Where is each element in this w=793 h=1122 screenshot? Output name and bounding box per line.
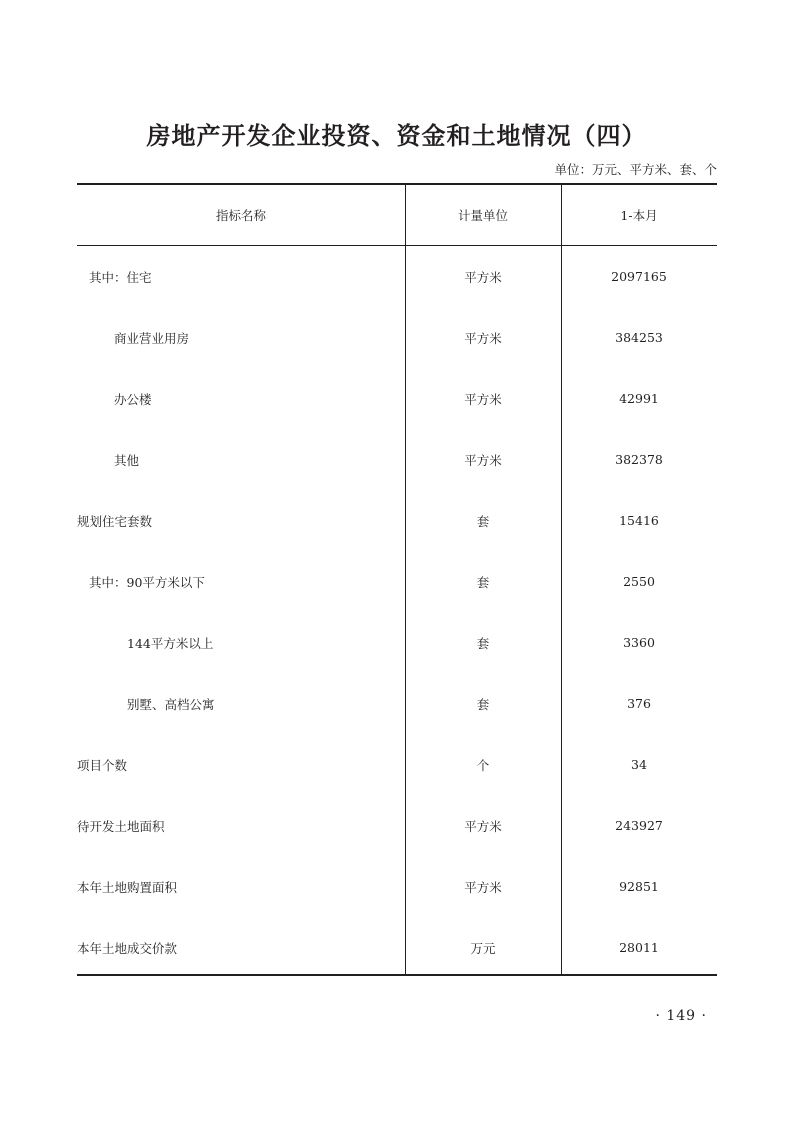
- row-value: 376: [627, 696, 651, 711]
- row-indicator-name: 本年土地成交价款: [77, 940, 178, 956]
- row-indicator-name: 规划住宅套数: [77, 513, 153, 529]
- unit-note: 单位：万元、平方米、套、个: [554, 162, 717, 177]
- row-value: 384253: [615, 330, 663, 345]
- row-unit: 平方米: [464, 818, 502, 834]
- row-unit: 平方米: [464, 452, 502, 468]
- table-row: [77, 368, 717, 429]
- table-row: [77, 917, 717, 978]
- row-value: 3360: [623, 635, 655, 650]
- row-value: 92851: [619, 879, 659, 894]
- row-unit: 个: [476, 757, 490, 773]
- row-indicator-name: 其中：90平方米以下: [89, 574, 205, 590]
- row-value: 15416: [619, 513, 659, 528]
- table-row: [77, 795, 717, 856]
- column-divider: [405, 185, 406, 974]
- header-unit: 计量单位: [457, 208, 508, 223]
- table-body: [77, 246, 717, 978]
- row-unit: 万元: [470, 940, 496, 956]
- row-indicator-name: 项目个数: [77, 757, 128, 773]
- row-indicator-name: 别墅、高档公寓: [127, 696, 215, 712]
- row-unit: 平方米: [464, 330, 502, 346]
- table-row: [77, 612, 717, 673]
- row-indicator-name: 办公楼: [114, 391, 152, 407]
- row-value: 243927: [615, 818, 663, 833]
- table-row: [77, 246, 717, 307]
- row-indicator-name: 商业营业用房: [114, 330, 190, 346]
- row-value: 42991: [619, 391, 659, 406]
- row-indicator-name: 其他: [114, 452, 140, 468]
- row-value: 2550: [623, 574, 655, 589]
- row-unit: 套: [476, 513, 490, 529]
- row-value: 2097165: [611, 269, 667, 284]
- row-indicator-name: 144平方米以上: [127, 635, 214, 651]
- table-row: [77, 307, 717, 368]
- header-indicator-name: 指标名称: [215, 208, 266, 223]
- row-unit: 套: [476, 574, 490, 590]
- table-row: [77, 490, 717, 551]
- row-indicator-name: 其中：住宅: [89, 269, 152, 285]
- table-row: [77, 734, 717, 795]
- page-number: · 149 ·: [655, 1008, 707, 1024]
- header-value: 1-本月: [620, 208, 658, 223]
- row-unit: 平方米: [464, 391, 502, 407]
- table-row: [77, 856, 717, 917]
- row-unit: 套: [476, 696, 490, 712]
- row-value: 382378: [615, 452, 663, 467]
- column-divider: [561, 185, 562, 974]
- table-row: [77, 673, 717, 734]
- row-indicator-name: 本年土地购置面积: [77, 879, 178, 895]
- row-unit: 平方米: [464, 269, 502, 285]
- table-row: [77, 429, 717, 490]
- row-unit: 平方米: [464, 879, 502, 895]
- data-table: [77, 183, 717, 976]
- table-header: [77, 185, 717, 246]
- page-title: 房地产开发企业投资、资金和土地情况（四）: [146, 122, 647, 150]
- row-value: 28011: [619, 940, 659, 955]
- row-indicator-name: 待开发土地面积: [77, 818, 165, 834]
- row-unit: 套: [476, 635, 490, 651]
- row-value: 34: [631, 757, 647, 772]
- table-row: [77, 551, 717, 612]
